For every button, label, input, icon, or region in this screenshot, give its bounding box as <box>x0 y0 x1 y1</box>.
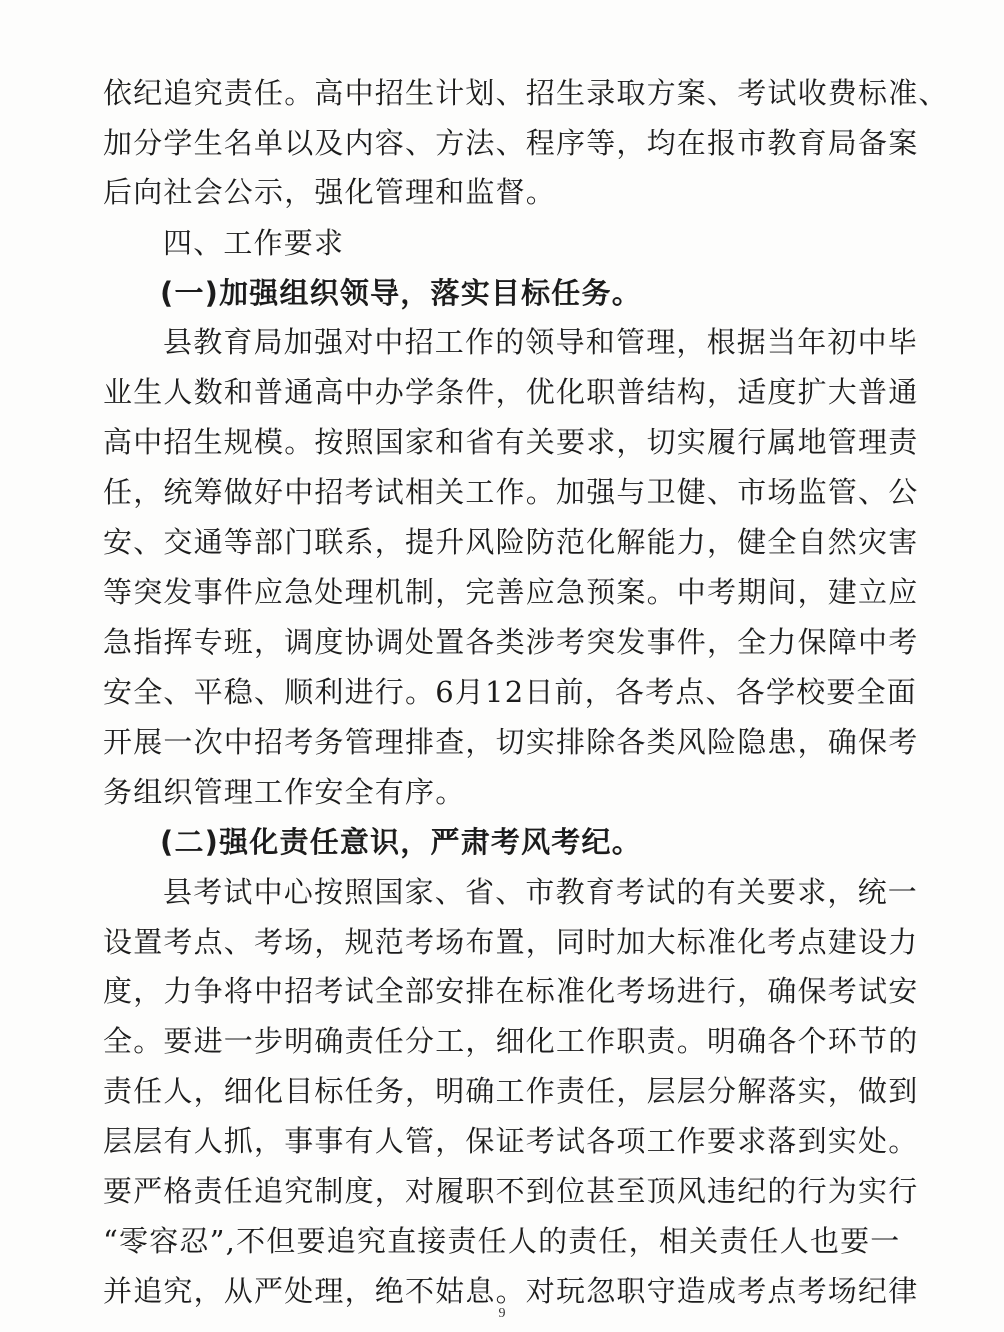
body-line: 安、交通等部门联系，提升风险防范化解能力，健全自然灾害 <box>103 525 919 559</box>
body-line: 度，力争将中招考试全部安排在标准化考场进行，确保考试安 <box>103 974 919 1008</box>
body-line: 高中招生规模。按照国家和省有关要求，切实履行属地管理责 <box>103 425 919 459</box>
body-line: 责任人，细化目标任务，明确工作责任，层层分解落实，做到 <box>103 1074 919 1108</box>
body-line: 依纪追究责任。高中招生计划、招生录取方案、考试收费标准、 <box>103 76 949 110</box>
body-line: 任，统筹做好中招考试相关工作。加强与卫健、市场监管、公 <box>103 475 919 509</box>
body-line: 急指挥专班，调度协调处置各类涉考突发事件，全力保障中考 <box>103 625 919 659</box>
body-line: 层层有人抓，事事有人管，保证考试各项工作要求落到实处。 <box>103 1124 919 1158</box>
body-line: 要严格责任追究制度，对履职不到位甚至顶风违纪的行为实行 <box>103 1174 919 1208</box>
body-line: 加分学生名单以及内容、方法、程序等，均在报市教育局备案 <box>103 126 919 160</box>
body-line: 全。要进一步明确责任分工，细化工作职责。明确各个环节的 <box>103 1024 919 1058</box>
body-line: 安全、平稳、顺利进行。6月12日前，各考点、各学校要全面 <box>103 675 917 709</box>
section-heading: 四、工作要求 <box>163 226 345 260</box>
subsection-heading: (二)强化责任意识，严肃考风考纪。 <box>160 825 642 859</box>
body-line: 后向社会公示，强化管理和监督。 <box>103 175 557 209</box>
body-line: 县考试中心按照国家、省、市教育考试的有关要求，统一 <box>163 875 919 909</box>
body-line: 业生人数和普通高中办学条件，优化职普结构，适度扩大普通 <box>103 375 919 409</box>
body-line: 并追究，从严处理，绝不姑息。对玩忽职守造成考点考场纪律 <box>103 1274 919 1308</box>
body-line: 开展一次中招考务管理排查，切实排除各类风险隐患，确保考 <box>103 725 919 759</box>
body-line: “零容忍”,不但要追究直接责任人的责任，相关责任人也要一 <box>103 1224 901 1258</box>
body-line: 等突发事件应急处理机制，完善应急预案。中考期间，建立应 <box>103 575 919 609</box>
page-number: 9 <box>498 1306 506 1321</box>
body-line: 设置考点、考场，规范考场布置，同时加大标准化考点建设力 <box>103 925 919 959</box>
body-line: 县教育局加强对中招工作的领导和管理，根据当年初中毕 <box>163 325 919 359</box>
body-line: 务组织管理工作安全有序。 <box>103 775 466 809</box>
subsection-heading: (一)加强组织领导，落实目标任务。 <box>160 276 642 310</box>
